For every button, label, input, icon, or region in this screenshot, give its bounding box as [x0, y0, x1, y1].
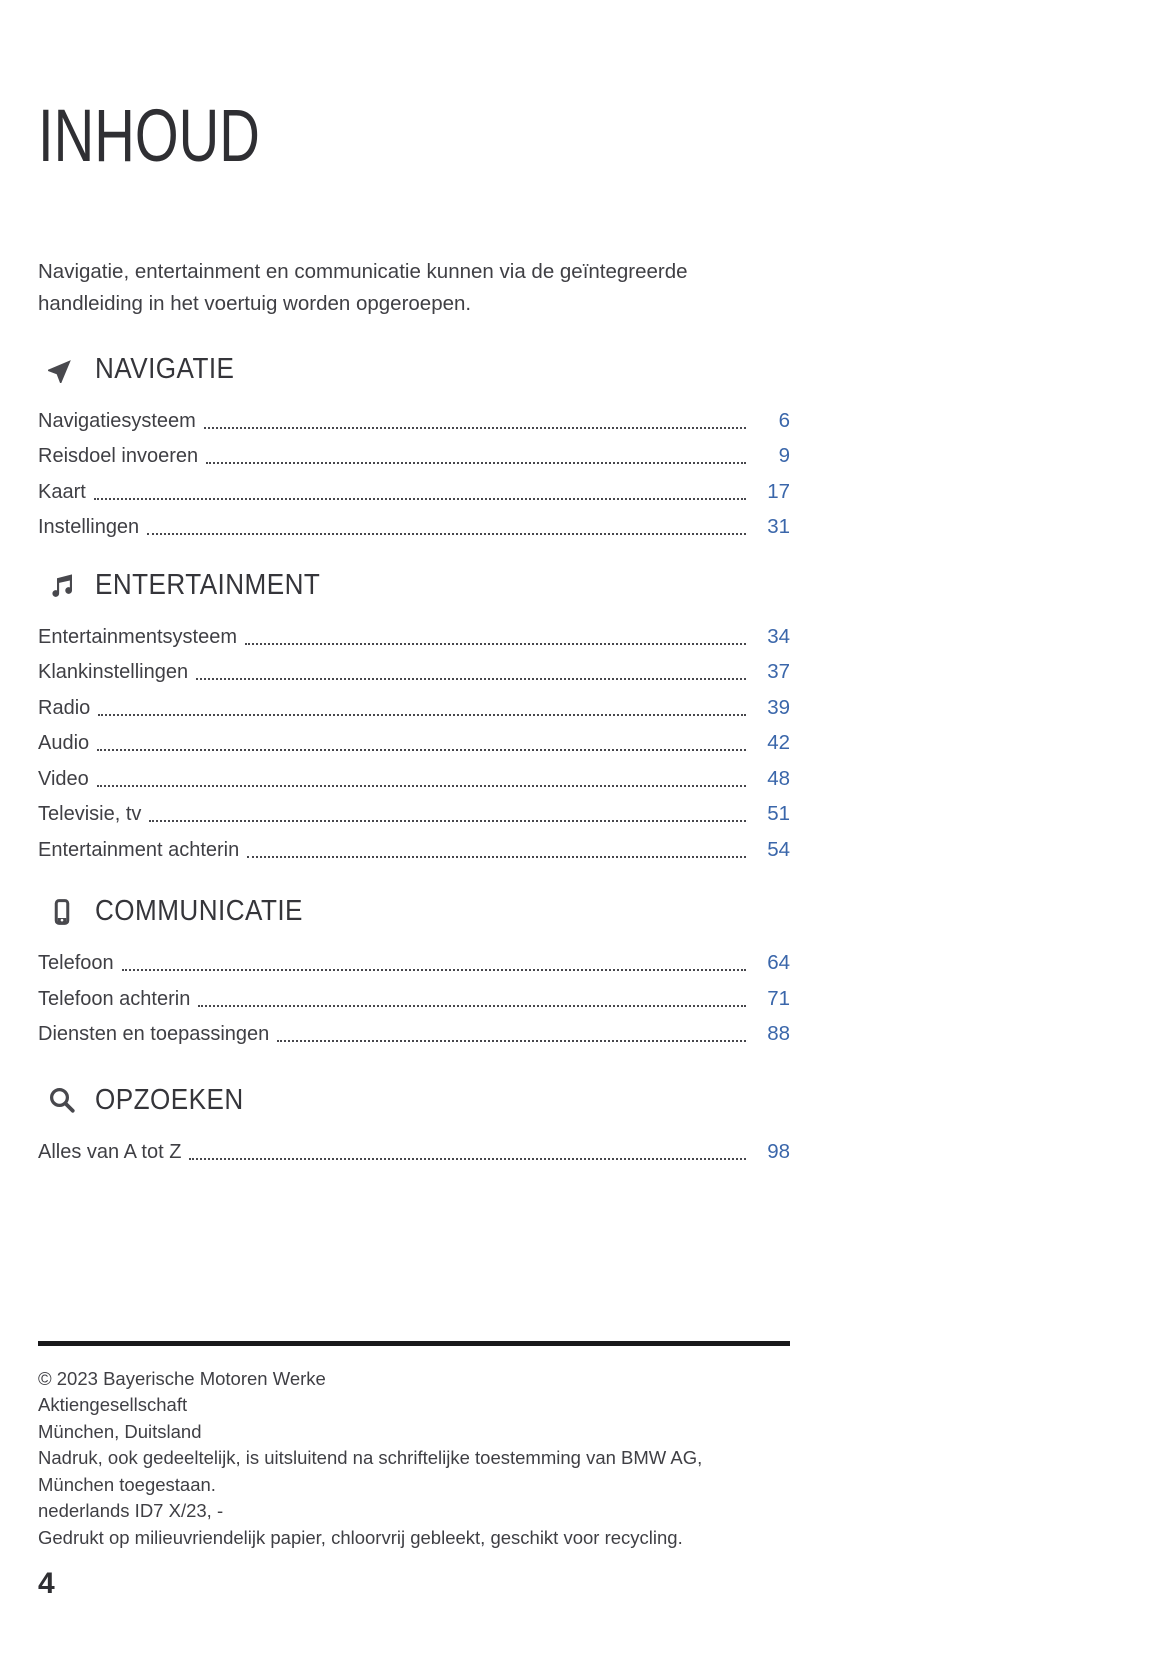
entry-label: Entertainmentsysteem	[38, 625, 237, 648]
dot-leader	[245, 642, 746, 645]
entry-label: Radio	[38, 696, 91, 719]
intro-text	[38, 256, 790, 320]
entry-label: Televisie, tv	[38, 803, 142, 825]
imprint-divider	[38, 1341, 790, 1346]
toc-entry[interactable]	[38, 402, 790, 438]
dot-leader	[94, 497, 746, 500]
section-title: ENTERTAINMENT	[95, 568, 321, 601]
entry-label: Entertainment achterin	[38, 838, 240, 861]
dot-leader	[97, 748, 746, 751]
entry-page-number: 6	[778, 408, 790, 432]
entry-label: Navigatiesysteem	[38, 409, 196, 432]
entry-page-number: 39	[767, 695, 790, 719]
toc-entry[interactable]	[38, 980, 790, 1016]
toc-entry[interactable]	[38, 831, 790, 867]
imprint-line: © 2023 Bayerische Motoren Werke	[38, 1367, 326, 1389]
section-header-opzoeken	[46, 1083, 790, 1117]
imprint-line: Aktiengesellschaft	[38, 1394, 188, 1415]
search-icon	[46, 1084, 78, 1116]
entry-label: Telefoon	[38, 952, 114, 974]
entry-page-number: 88	[767, 1022, 790, 1045]
toc-entry[interactable]	[38, 438, 790, 474]
entry-page-number: 64	[767, 951, 790, 974]
toc-entry[interactable]	[38, 760, 790, 796]
section-title: NAVIGATIE	[95, 352, 235, 385]
entry-page-number: 34	[767, 624, 790, 648]
navigation-arrow-icon	[46, 353, 78, 385]
entry-list-navigatie	[38, 402, 790, 544]
dot-leader	[189, 1157, 746, 1160]
entry-label: Instellingen	[38, 516, 140, 538]
dot-leader	[149, 819, 746, 822]
dot-leader	[198, 1004, 746, 1007]
intro-line-2: handleiding in het voertuig worden opgeroepen.	[38, 292, 472, 315]
page-title: INHOUD	[38, 94, 260, 177]
entry-label: Video	[38, 767, 89, 790]
dot-leader	[277, 1039, 746, 1042]
toc-entry[interactable]	[38, 654, 790, 690]
entry-page-number: 9	[778, 444, 790, 467]
section-header-navigatie	[46, 352, 790, 386]
imprint-line: nederlands ID7 X/23, -	[38, 1500, 224, 1521]
imprint-line: München toegestaan.	[38, 1473, 216, 1495]
section-header-entertainment	[46, 568, 790, 602]
dot-leader	[97, 784, 746, 787]
dot-leader	[98, 713, 746, 716]
smartphone-icon	[46, 896, 78, 928]
entry-label: Kaart	[38, 480, 86, 503]
entry-page-number: 42	[767, 731, 790, 754]
entry-list-communicatie	[38, 945, 790, 1052]
entry-page-number: 98	[767, 1139, 790, 1163]
toc-entry[interactable]	[38, 945, 790, 981]
entry-label: Audio	[38, 732, 90, 754]
entry-label: Klankinstellingen	[38, 661, 189, 683]
dot-leader	[247, 855, 746, 858]
dot-leader	[196, 677, 746, 680]
toc-entry[interactable]	[38, 1016, 790, 1052]
section-opzoeken	[38, 1083, 790, 1169]
toc-entry[interactable]	[38, 725, 790, 761]
dot-leader	[204, 426, 746, 429]
imprint-block	[38, 1366, 790, 1552]
toc-entry[interactable]	[38, 796, 790, 832]
entry-page-number: 51	[767, 802, 790, 825]
intro-line-1: Navigatie, entertainment en communicatie kunnen via de geïntegreerde	[38, 260, 688, 283]
toc-entry[interactable]	[38, 509, 790, 545]
toc-entry[interactable]	[38, 618, 790, 654]
entry-list-entertainment	[38, 618, 790, 867]
entry-page-number: 54	[767, 837, 790, 861]
entry-page-number: 17	[767, 479, 790, 503]
entry-label: Diensten en toepassingen	[38, 1023, 270, 1045]
entry-label: Alles van A tot Z	[38, 1140, 182, 1163]
section-title: COMMUNICATIE	[95, 895, 303, 927]
entry-page-number: 48	[767, 766, 790, 790]
section-title: OPZOEKEN	[95, 1083, 244, 1116]
toc-entry[interactable]	[38, 473, 790, 509]
section-navigatie	[38, 352, 790, 544]
imprint-line: Nadruk, ook gedeeltelijk, is uitsluitend na schriftelijke toestemming van BMW AG,	[38, 1447, 703, 1468]
toc-entry[interactable]	[38, 1133, 790, 1169]
section-header-communicatie	[46, 895, 790, 929]
dot-leader	[122, 968, 746, 971]
music-note-icon	[46, 569, 78, 601]
entry-label: Telefoon achterin	[38, 987, 191, 1010]
dot-leader	[147, 532, 746, 535]
entry-list-opzoeken	[38, 1133, 790, 1169]
imprint-line: München, Duitsland	[38, 1420, 202, 1442]
section-communicatie	[38, 895, 790, 1052]
toc-entry[interactable]	[38, 689, 790, 725]
entry-page-number: 37	[767, 660, 790, 683]
entry-page-number: 71	[767, 986, 790, 1010]
entry-page-number: 31	[767, 515, 790, 538]
dot-leader	[206, 461, 746, 464]
section-entertainment	[38, 568, 790, 867]
entry-label: Reisdoel invoeren	[38, 445, 199, 467]
imprint-line: Gedrukt op milieuvriendelijk papier, chloorvrij gebleekt, geschikt voor recycling.	[38, 1526, 683, 1548]
page-number: 4	[38, 1567, 55, 1600]
